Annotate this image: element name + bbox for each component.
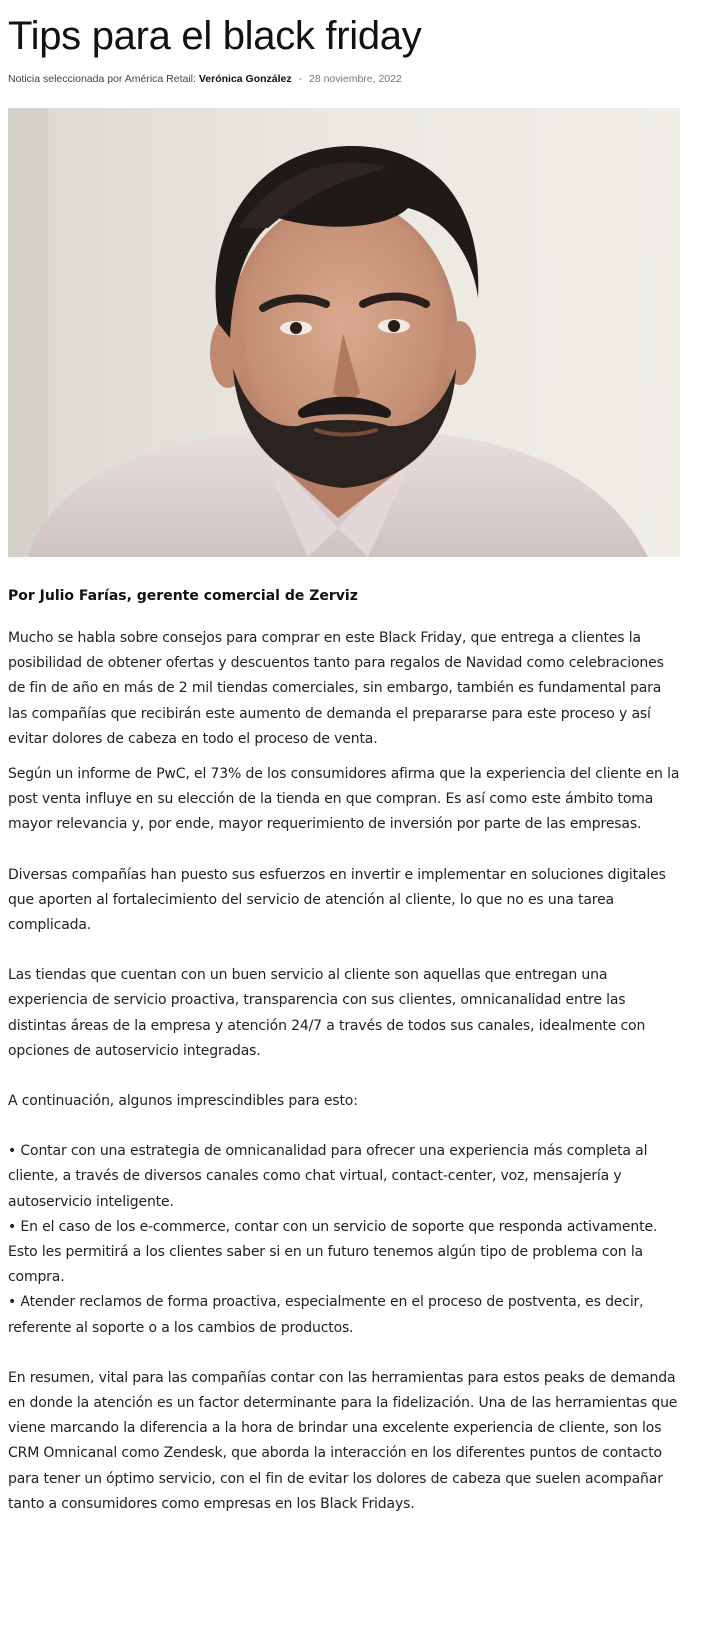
article-title: Tips para el black friday bbox=[8, 14, 422, 58]
paragraph: Según un informe de PwC, el 73% de los consumidores afirma que la experiencia del cliente en la post venta influye en su elección de la tienda en que compran. Es así como este ámbito toma mayor relevancia y, por ende, mayor requerimiento de inversión por parte de las empresas. bbox=[8, 766, 680, 833]
article-body bbox=[8, 626, 680, 1517]
author-link[interactable]: Verónica González bbox=[198, 73, 292, 85]
portrait-illustration bbox=[8, 108, 680, 557]
bullet-item: • Atender reclamos de forma proactiva, especialmente en el proceso de postventa, es decir, referente al soporte o a los cambios de productos. bbox=[8, 1294, 644, 1336]
paragraph: Diversas compañías han puesto sus esfuerzos en invertir e implementar en soluciones digitales que aporten al fortalecimiento del servicio de atención al cliente, lo que no es una tarea complicada. bbox=[8, 866, 666, 934]
bullet-item: • Contar con una estrategia de omnicanalidad para ofrecer una experiencia más completa al cliente, a través de diversos canales como chat virtual, contact-center, voz, mensajería y autoservicio inteligente. bbox=[8, 1143, 648, 1210]
article bbox=[8, 0, 680, 1517]
article-byline: Por Julio Farías, gerente comercial de Zerviz bbox=[8, 588, 358, 604]
article-meta bbox=[8, 72, 680, 86]
paragraph: A continuación, algunos imprescindibles para esto: bbox=[8, 1093, 358, 1110]
paragraph: En resumen, vital para las compañías contar con las herramientas para estos peaks de demanda en donde la atención es un factor determinante para la fidelización. Una de las herramientas que viene marcando la diferencia a la hora de brindar una excelente experiencia de cliente, son los CRM Omnicanal como Zendesk, que aborda la interacción en los diferentes puntos de contacto para tener un óptimo servicio, con el fin de evitar los dolores de cabeza que suelen acompañar tanto a consumidores como empresas en los Black Fridays. bbox=[8, 1369, 678, 1512]
paragraph: Las tiendas que cuentan con un buen servicio al cliente son aquellas que entregan una experiencia de servicio proactiva, transparencia con sus clientes, omnicanalidad entre las distintas áreas de la empresa y atención 24/7 a través de todos sus canales, idealmente con opciones de autoservicio integradas. bbox=[8, 967, 646, 1059]
meta-prefix: Noticia seleccionada por América Retail: bbox=[8, 73, 196, 85]
meta-separator: - bbox=[298, 73, 303, 85]
publish-date: 28 noviembre, 2022 bbox=[309, 73, 402, 85]
bullet-item: • En el caso de los e-commerce, contar con un servicio de soporte que responda activamente. Esto les permitirá a los clientes saber si en un futuro tenemos algún tipo de problema con la compra. bbox=[8, 1218, 658, 1286]
paragraph: Mucho se habla sobre consejos para comprar en este Black Friday, que entrega a clientes la posibilidad de obtener ofertas y descuentos tanto para regalos de Navidad como celebraciones de fin de año en más de 2 mil tiendas comerciales, sin embargo, también es fundamental para las compañías que recibirán este aumento de demanda el prepararse para este proceso y así evitar dolores de cabeza en todo el proceso de venta. bbox=[8, 630, 664, 747]
author-photo bbox=[8, 108, 680, 557]
